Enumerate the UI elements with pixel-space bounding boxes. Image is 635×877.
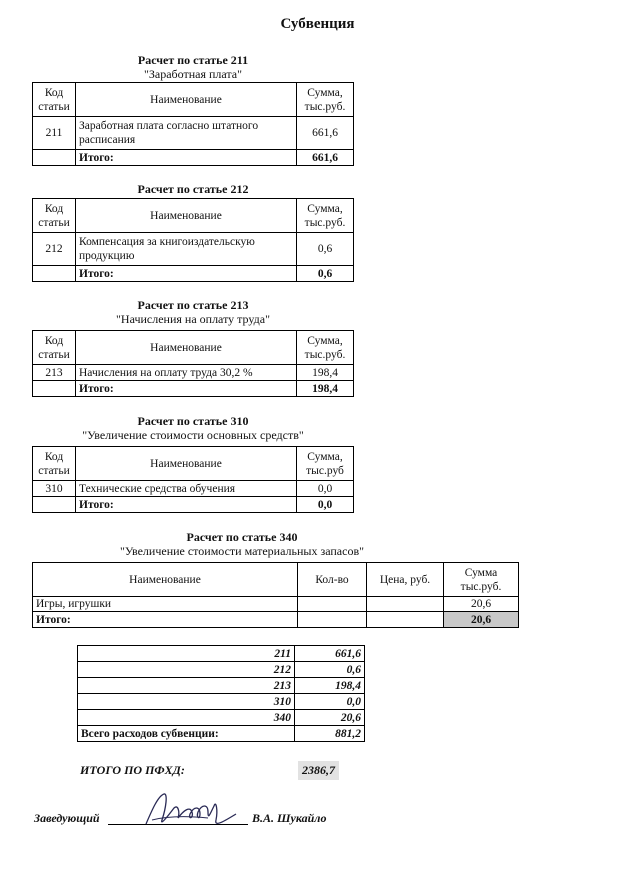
section-heading: Расчет по статье 211 xyxy=(137,53,249,67)
section-subtitle: "Начисления на оплату труда" xyxy=(116,312,270,326)
row-name: Заработная плата согласно штатного расписания xyxy=(76,117,297,150)
section-213-header xyxy=(32,298,354,326)
col-sum-header: Сумма, тыс.руб. xyxy=(297,199,354,233)
total-value: 0,0 xyxy=(297,497,354,513)
signature-name: В.А. Шукайло xyxy=(252,811,327,825)
row-code: 213 xyxy=(33,365,76,381)
total-row xyxy=(33,381,354,397)
total-row xyxy=(33,612,519,628)
row-name: Технические средства обучения xyxy=(76,481,297,497)
col-sum-header: Сумма, тыс.руб. xyxy=(297,331,354,365)
col-code-header: Код статьи xyxy=(33,83,76,117)
table-340 xyxy=(32,562,519,628)
col-name-header: Наименование xyxy=(76,447,297,481)
col-name-header: Наименование xyxy=(33,563,298,597)
col-code-header: Код статьи xyxy=(33,331,76,365)
summary-row xyxy=(78,678,365,694)
total-label: Итого: xyxy=(76,150,297,166)
signature-position: Заведующий xyxy=(34,811,100,825)
row-sum: 198,4 xyxy=(297,365,354,381)
summary-row xyxy=(78,694,365,710)
summary-value: 198,4 xyxy=(295,678,365,694)
table-row xyxy=(33,233,354,266)
total-value: 0,6 xyxy=(297,266,354,282)
summary-row xyxy=(78,662,365,678)
table-212 xyxy=(32,198,354,282)
row-price xyxy=(367,597,444,612)
col-price-header: Цена, руб. xyxy=(367,563,444,597)
summary-total-label: Всего расходов субвенции: xyxy=(78,726,295,742)
row-code: 211 xyxy=(33,117,76,150)
summary-value: 20,6 xyxy=(295,710,365,726)
summary-code: 340 xyxy=(78,710,295,726)
row-code: 212 xyxy=(33,233,76,266)
row-sum: 20,6 xyxy=(444,597,519,612)
final-total-label: ИТОГО ПО ПФХД: xyxy=(80,763,185,777)
section-heading: Расчет по статье 310 xyxy=(137,414,249,428)
table-213 xyxy=(32,330,354,397)
summary-code: 212 xyxy=(78,662,295,678)
section-subtitle: "Заработная плата" xyxy=(143,67,243,81)
section-heading: Расчет по статье 213 xyxy=(137,298,249,312)
col-sum-header: Сумма, тыс.руб. xyxy=(297,83,354,117)
row-code: 310 xyxy=(33,481,76,497)
row-sum: 0,6 xyxy=(297,233,354,266)
section-310-header xyxy=(32,414,354,442)
total-label: Итого: xyxy=(76,381,297,397)
row-sum: 661,6 xyxy=(297,117,354,150)
total-value: 20,6 xyxy=(444,612,519,628)
col-qty-header: Кол-во xyxy=(298,563,367,597)
section-heading: Расчет по статье 212 xyxy=(137,182,249,196)
total-label: Итого: xyxy=(76,266,297,282)
section-212-header xyxy=(32,182,354,196)
total-row xyxy=(33,150,354,166)
row-name: Игры, игрушки xyxy=(33,597,298,612)
summary-row xyxy=(78,646,365,662)
col-code-header: Код статьи xyxy=(33,199,76,233)
total-label: Итого: xyxy=(76,497,297,513)
summary-table xyxy=(77,645,365,742)
row-sum: 0,0 xyxy=(297,481,354,497)
col-name-header: Наименование xyxy=(76,331,297,365)
summary-code: 310 xyxy=(78,694,295,710)
final-total-value: 2386,7 xyxy=(298,761,339,780)
total-value: 198,4 xyxy=(297,381,354,397)
table-row xyxy=(33,597,519,612)
section-subtitle: "Увеличение стоимости основных средств" xyxy=(82,428,304,442)
summary-code: 211 xyxy=(78,646,295,662)
total-row xyxy=(33,497,354,513)
section-subtitle: "Увеличение стоимости материальных запасов" xyxy=(119,544,365,558)
summary-value: 0,0 xyxy=(295,694,365,710)
table-row xyxy=(33,481,354,497)
summary-total-row xyxy=(78,726,365,742)
col-name-header: Наименование xyxy=(76,199,297,233)
handwritten-signature xyxy=(138,790,243,832)
section-211-header xyxy=(32,53,354,81)
total-row xyxy=(33,266,354,282)
summary-code: 213 xyxy=(78,678,295,694)
table-310 xyxy=(32,446,354,513)
table-row xyxy=(33,365,354,381)
summary-value: 661,6 xyxy=(295,646,365,662)
table-row xyxy=(33,117,354,150)
row-name: Начисления на оплату труда 30,2 % xyxy=(76,365,297,381)
col-sum-header: Сумма, тыс.руб xyxy=(297,447,354,481)
row-qty xyxy=(298,597,367,612)
section-340-header xyxy=(32,530,452,558)
summary-row xyxy=(78,710,365,726)
summary-total-value: 881,2 xyxy=(295,726,365,742)
total-value: 661,6 xyxy=(297,150,354,166)
row-name: Компенсация за книгоиздательскую продукцию xyxy=(76,233,297,266)
table-211 xyxy=(32,82,354,166)
col-name-header: Наименование xyxy=(76,83,297,117)
document-title: Субвенция xyxy=(280,16,355,32)
col-code-header: Код статьи xyxy=(33,447,76,481)
col-sum-header: Сумма тыс.руб. xyxy=(444,563,519,597)
summary-value: 0,6 xyxy=(295,662,365,678)
total-label: Итого: xyxy=(33,612,298,628)
section-heading: Расчет по статье 340 xyxy=(186,530,298,544)
